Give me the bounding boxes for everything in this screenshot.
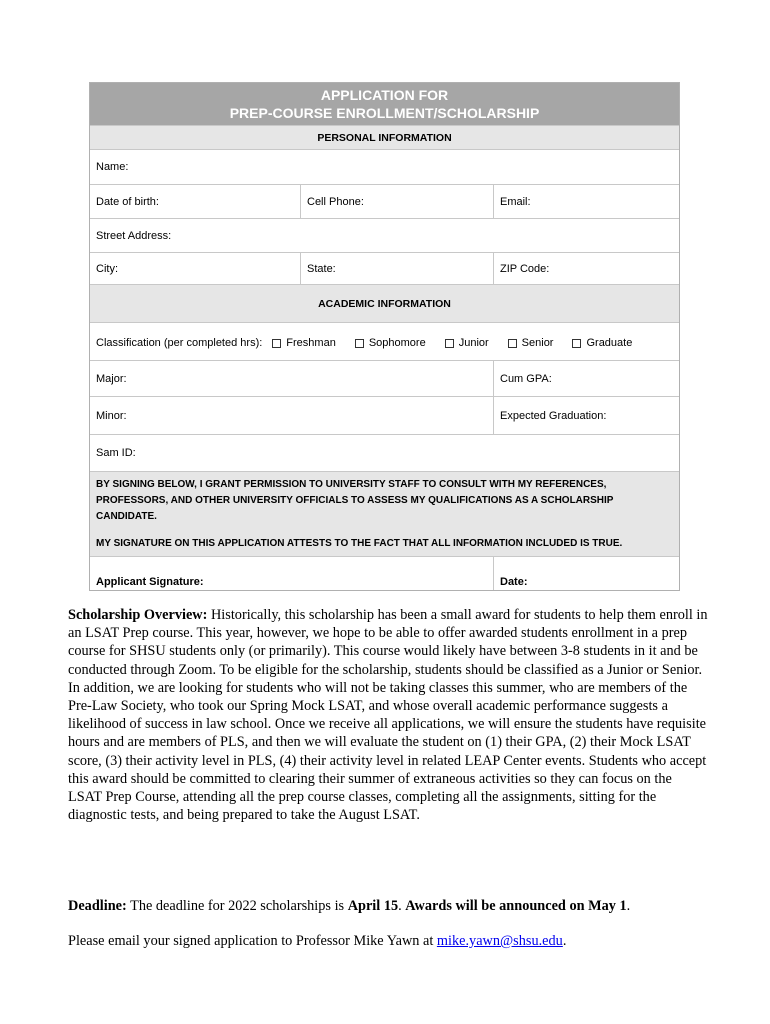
sophomore-checkbox[interactable]: [355, 337, 426, 349]
checkbox-icon: [272, 339, 281, 348]
checkbox-icon: [572, 339, 581, 348]
application-form: [89, 82, 680, 591]
state-label: State:: [307, 262, 336, 275]
contact-text: Please email your signed application to Professor Mike Yawn at: [68, 933, 437, 949]
contact-paragraph: [68, 932, 708, 950]
scholarship-overview: [68, 606, 708, 824]
awards-announcement: Awards will be announced on May 1: [405, 898, 627, 914]
checkbox-icon: [445, 339, 454, 348]
deadline-separator: .: [398, 898, 406, 914]
cell-phone-field[interactable]: [300, 185, 493, 218]
zip-code-field[interactable]: [493, 253, 679, 284]
classification-label: Classification (per completed hrs):: [96, 337, 263, 349]
checkbox-icon: [508, 339, 517, 348]
sam-id-field[interactable]: [90, 435, 679, 471]
form-title: [90, 83, 679, 125]
overview-heading: Scholarship Overview:: [68, 607, 208, 623]
form-title-line1: APPLICATION FOR: [320, 87, 449, 103]
street-address-label: Street Address:: [96, 229, 172, 242]
form-title-line2: PREP-COURSE ENROLLMENT/SCHOLARSHIP: [229, 105, 540, 121]
cum-gpa-field[interactable]: [493, 361, 679, 396]
street-address-field[interactable]: [90, 219, 679, 252]
name-field[interactable]: [90, 150, 679, 184]
freshman-label: Freshman: [286, 337, 336, 349]
contact-end: .: [562, 933, 567, 949]
date-of-birth-field[interactable]: [90, 185, 300, 218]
city-field[interactable]: [90, 253, 300, 284]
sophomore-label: Sophomore: [368, 337, 426, 349]
senior-label: Senior: [521, 337, 554, 349]
overview-body: Historically, this scholarship has been a small award for students to help them enroll in an LSAT Prep course. This year, however, we hope to be able to offer awarded students enrollment in a prep course for SHSU students only (or primarily). This course would likely have between 3-8 students in it and be conducted through Zoom. To be eligible for the scholarship, students should be classified as a Junior or Senior. In addition, we are looking for students who will not be taking classes this summer, who are members of the Pre-Law Society, who took our Spring Mock LSAT, and whose overall academic performance suggests a likelihood of success in law school. Once we receive all applications, we will ensure the students have requisite hours and are members of PLS, and then we will evaluate the student on (1) their GPA, (2) their Mock LSAT score, (3) their activity level in PLS, (4) their activity level in related LEAP Center events. Students who accept this award should be committed to clearing their summer of extraneous activities so they can focus on the LSAT Prep Course, attending all the prep course classes, completing all the assignments, sitting for the diagnostic tests, and being prepared to take the August LSAT.: [68, 607, 708, 824]
deadline-date: April 15: [347, 898, 399, 914]
senior-checkbox[interactable]: [508, 337, 554, 349]
cum-gpa-label: Cum GPA:: [500, 372, 552, 385]
junior-label: Junior: [458, 337, 489, 349]
city-label: City:: [96, 262, 118, 275]
contact-email-link[interactable]: mike.yawn@shsu.edu: [436, 933, 563, 949]
signature-date-label: Date:: [500, 576, 528, 588]
minor-label: Minor:: [96, 409, 127, 422]
graduate-label: Graduate: [586, 337, 633, 349]
date-of-birth-label: Date of birth:: [96, 195, 159, 208]
minor-field[interactable]: [90, 397, 493, 434]
academic-information-header: ACADEMIC INFORMATION: [90, 285, 679, 322]
classification-row: [90, 323, 679, 360]
personal-information-header: PERSONAL INFORMATION: [90, 126, 679, 149]
deadline-end: .: [626, 898, 631, 914]
major-label: Major:: [96, 372, 127, 385]
checkbox-icon: [355, 339, 364, 348]
applicant-signature-label: Applicant Signature:: [96, 576, 204, 588]
deadline-paragraph: [68, 897, 708, 915]
applicant-signature-field[interactable]: [90, 557, 493, 590]
deadline-label: Deadline:: [68, 898, 127, 914]
expected-graduation-field[interactable]: [493, 397, 679, 434]
major-field[interactable]: [90, 361, 493, 396]
attestation-paragraph: MY SIGNATURE ON THIS APPLICATION ATTESTS TO THE FACT THAT ALL INFORMATION INCLUDED IS TRUE.: [96, 538, 623, 549]
junior-checkbox[interactable]: [445, 337, 489, 349]
graduate-checkbox[interactable]: [572, 337, 632, 349]
name-label: Name:: [96, 161, 129, 173]
cell-phone-label: Cell Phone:: [307, 195, 364, 208]
sam-id-label: Sam ID:: [96, 447, 136, 459]
zip-code-label: ZIP Code:: [500, 262, 550, 275]
freshman-checkbox[interactable]: [272, 337, 336, 349]
deadline-text: The deadline for 2022 scholarships is: [126, 898, 348, 914]
expected-graduation-label: Expected Graduation:: [500, 409, 607, 422]
consent-statement: [90, 472, 679, 556]
email-field[interactable]: [493, 185, 679, 218]
email-label: Email:: [500, 195, 531, 208]
consent-paragraph: BY SIGNING BELOW, I GRANT PERMISSION TO UNIVERSITY STAFF TO CONSULT WITH MY REFERENCES, PROFESSORS, AND OTHER UNIVERSITY OFFICIALS TO ASSESS MY QUALIFICATIONS AS A SCHOLARSHIP CANDIDATE.: [96, 479, 614, 522]
signature-date-field[interactable]: [493, 557, 679, 590]
state-field[interactable]: [300, 253, 493, 284]
